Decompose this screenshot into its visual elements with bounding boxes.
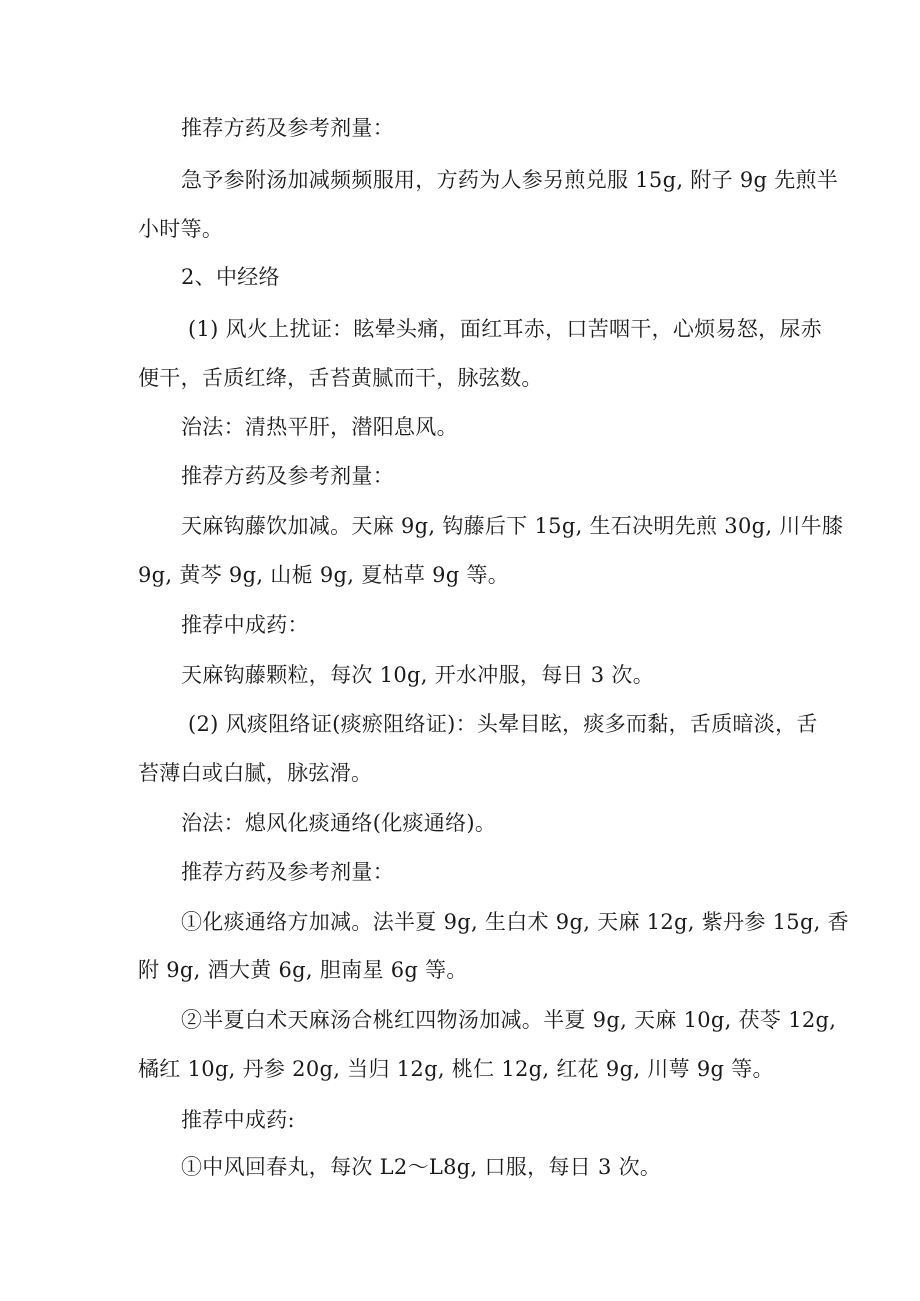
paragraph-line: ②半夏白术天麻汤合桃红四物汤加减。半夏 9g, 天麻 10g, 茯苓 12g, bbox=[181, 1008, 837, 1032]
paragraph-line: ①化痰通络方加减。法半夏 9g, 生白术 9g, 天麻 12g, 紫丹参 15g, 香 bbox=[181, 910, 849, 934]
paragraph-line: 小时等。 bbox=[138, 217, 224, 241]
paragraph-line: 苔薄白或白腻，脉弦滑。 bbox=[138, 761, 373, 785]
section-heading: 推荐方药及参考剂量： bbox=[181, 860, 394, 884]
paragraph-line: 附 9g, 酒大黄 6g, 胆南星 6g 等。 bbox=[138, 958, 468, 982]
paragraph-line: 治法：清热平肝，潜阳息风。 bbox=[181, 415, 458, 439]
paragraph-line: 急予参附汤加减频频服用，方药为人参另煎兑服 15g, 附子 9g 先煎半 bbox=[181, 168, 839, 192]
paragraph-line: (1) 风火上扰证：眩晕头痛，面红耳赤，口苦咽干，心烦易怒，尿赤 bbox=[188, 317, 823, 341]
section-heading: 推荐方药及参考剂量： bbox=[181, 116, 394, 140]
paragraph-line: 橘红 10g, 丹参 20g, 当归 12g, 桃仁 12g, 红花 9g, 川萼 9g 等。 bbox=[138, 1057, 774, 1081]
paragraph-line: 治法：熄风化痰通络(化痰通络)。 bbox=[181, 811, 497, 835]
section-heading: 推荐中成药: bbox=[181, 1108, 295, 1132]
section-heading: 推荐方药及参考剂量： bbox=[181, 464, 394, 488]
paragraph-line: 天麻钩藤饮加减。天麻 9g, 钩藤后下 15g, 生石决明先煎 30g, 川牛膝 bbox=[181, 514, 844, 538]
paragraph-line: 9g, 黄芩 9g, 山栀 9g, 夏枯草 9g 等。 bbox=[138, 563, 510, 587]
section-heading: 2、中经络 bbox=[181, 265, 280, 289]
paragraph-line: (2) 风痰阻络证(痰瘀阻络证)：头晕目眩，痰多而黏，舌质暗淡，舌 bbox=[188, 712, 818, 736]
section-heading: 推荐中成药： bbox=[181, 613, 309, 637]
paragraph-line: 天麻钩藤颗粒，每次 10g, 开水冲服，每日 3 次。 bbox=[181, 663, 654, 687]
paragraph-line: ①中风回春丸，每次 L2～L8g, 口服，每日 3 次。 bbox=[181, 1155, 662, 1179]
paragraph-line: 便干，舌质红绛，舌苔黄腻而干，脉弦数。 bbox=[138, 366, 543, 390]
